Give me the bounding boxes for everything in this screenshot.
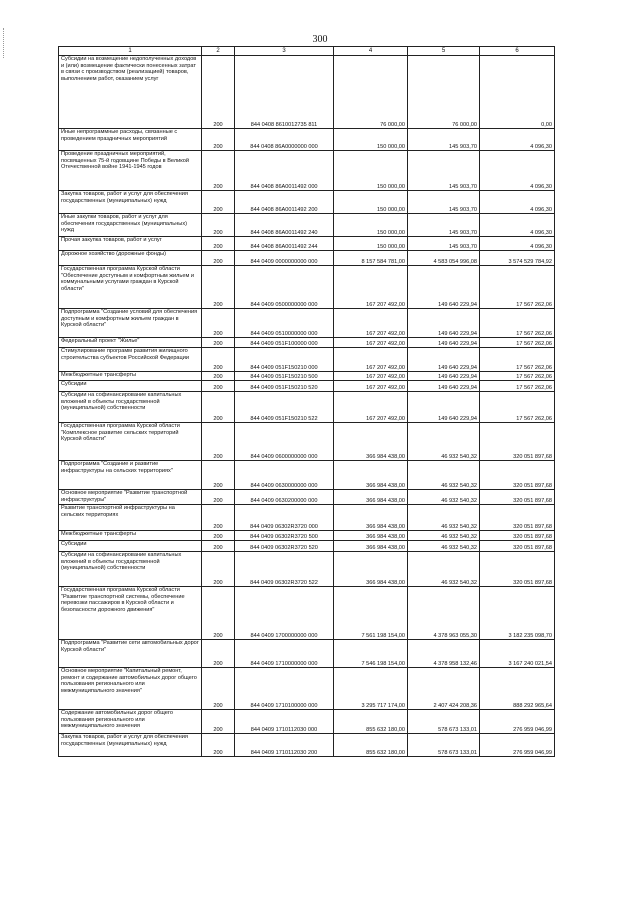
row-amount-remaining: 4 096,30	[480, 129, 555, 151]
row-admin-code: 200	[202, 237, 235, 251]
table-row	[59, 552, 555, 587]
row-name: Межбюджетные трансферты	[59, 531, 202, 541]
row-name: Субсидии	[59, 381, 202, 392]
table-row	[59, 309, 555, 338]
row-amount-approved: 366 984 438,00	[334, 490, 408, 505]
row-amount-remaining: 17 567 262,06	[480, 372, 555, 381]
row-amount-executed: 46 932 540,32	[408, 541, 480, 552]
row-name: Стимулирование программ развития жилищного строительства субъектов Российской Федерации	[59, 348, 202, 372]
row-amount-remaining: 320 051 897,68	[480, 461, 555, 490]
row-amount-approved: 366 984 438,00	[334, 531, 408, 541]
table-row	[59, 392, 555, 423]
row-budget-code: 844 0409 0000000000 000	[235, 251, 334, 266]
row-amount-executed: 2 407 424 208,36	[408, 668, 480, 710]
table-row	[59, 587, 555, 640]
table-row	[59, 191, 555, 214]
table-row	[59, 531, 555, 541]
column-header: 2	[202, 47, 235, 56]
row-admin-code: 200	[202, 191, 235, 214]
row-amount-remaining: 320 051 897,68	[480, 423, 555, 461]
row-amount-approved: 366 984 438,00	[334, 423, 408, 461]
table-row	[59, 541, 555, 552]
table-row	[59, 640, 555, 668]
row-name: Субсидии на софинансирование капитальных вложений в объекты государственной (муниципальной) собственности	[59, 552, 202, 587]
row-name: Субсидии на софинансирование капитальных вложений в объекты государственной (муниципальной) собственности	[59, 392, 202, 423]
row-budget-code: 844 0409 0600000000 000	[235, 423, 334, 461]
row-amount-executed: 46 932 540,32	[408, 490, 480, 505]
row-amount-approved: 366 984 438,00	[334, 461, 408, 490]
row-name: Государственная программа Курской области "Развитие транспортной системы, обеспечение перевозки пассажиров в Курской области и безопасности дорожного движения"	[59, 587, 202, 640]
row-amount-approved: 167 207 492,00	[334, 392, 408, 423]
row-admin-code: 200	[202, 251, 235, 266]
row-name: Основное мероприятие "Развитие транспортной инфраструктуры"	[59, 490, 202, 505]
table-row	[59, 505, 555, 531]
row-amount-executed: 149 640 229,94	[408, 309, 480, 338]
row-name: Подпрограмма "Создание и развитие инфраструктуры на сельских территориях"	[59, 461, 202, 490]
row-amount-remaining: 17 567 262,06	[480, 381, 555, 392]
table-row	[59, 348, 555, 372]
row-name: Развитие транспортной инфраструктуры на сельских территориях	[59, 505, 202, 531]
row-name: Субсидии	[59, 541, 202, 552]
row-budget-code: 844 0409 051F150210 522	[235, 392, 334, 423]
row-amount-executed: 76 000,00	[408, 56, 480, 129]
row-amount-approved: 3 295 717 174,00	[334, 668, 408, 710]
row-name: Закупка товаров, работ и услуг для обеспечения государственных (муниципальных) нужд	[59, 191, 202, 214]
row-name: Подпрограмма "Развитие сети автомобильных дорог Курской области"	[59, 640, 202, 668]
row-amount-executed: 46 932 540,32	[408, 505, 480, 531]
row-budget-code: 844 0409 1710112030 200	[235, 734, 334, 757]
row-budget-code: 844 0409 051F100000 000	[235, 338, 334, 348]
row-admin-code: 200	[202, 710, 235, 734]
table-row	[59, 381, 555, 392]
row-budget-code: 844 0408 86A0011492 240	[235, 214, 334, 237]
row-name: Закупка товаров, работ и услуг для обеспечения государственных (муниципальных) нужд	[59, 734, 202, 757]
row-amount-remaining: 4 096,30	[480, 151, 555, 191]
row-amount-executed: 145 903,70	[408, 214, 480, 237]
row-name: Подпрограмма "Создание условий для обеспечения доступным и комфортным жильем граждан в Курской области"	[59, 309, 202, 338]
row-admin-code: 200	[202, 372, 235, 381]
row-amount-executed: 46 932 540,32	[408, 423, 480, 461]
table-row	[59, 668, 555, 710]
row-amount-executed: 145 903,70	[408, 191, 480, 214]
row-budget-code: 844 0408 8610012735 811	[235, 56, 334, 129]
row-admin-code: 200	[202, 423, 235, 461]
row-admin-code: 200	[202, 392, 235, 423]
row-amount-approved: 150 000,00	[334, 191, 408, 214]
row-amount-remaining: 320 051 897,68	[480, 490, 555, 505]
row-amount-approved: 366 984 438,00	[334, 552, 408, 587]
row-admin-code: 200	[202, 734, 235, 757]
table-row	[59, 734, 555, 757]
row-name: Основное мероприятие "Капитальный ремонт, ремонт и содержание автомобильных дорог общего пользования регионального или межмуниципального значения"	[59, 668, 202, 710]
row-amount-remaining: 17 567 262,06	[480, 338, 555, 348]
row-budget-code: 844 0409 06302R3720 520	[235, 541, 334, 552]
row-admin-code: 200	[202, 490, 235, 505]
table-row	[59, 266, 555, 309]
row-budget-code: 844 0409 051F150210 520	[235, 381, 334, 392]
row-admin-code: 200	[202, 338, 235, 348]
row-budget-code: 844 0409 0510000000 000	[235, 309, 334, 338]
row-amount-approved: 366 984 438,00	[334, 541, 408, 552]
row-admin-code: 200	[202, 309, 235, 338]
row-amount-remaining: 276 959 046,99	[480, 734, 555, 757]
row-amount-executed: 149 640 229,94	[408, 372, 480, 381]
budget-table	[58, 46, 555, 757]
row-admin-code: 200	[202, 151, 235, 191]
row-amount-remaining: 17 567 262,06	[480, 309, 555, 338]
row-amount-approved: 8 157 584 781,00	[334, 251, 408, 266]
column-header: 6	[480, 47, 555, 56]
row-amount-approved: 167 207 492,00	[334, 338, 408, 348]
row-amount-approved: 366 984 438,00	[334, 505, 408, 531]
row-name: Иные закупки товаров, работ и услуг для обеспечения государственных (муниципальных) нужд	[59, 214, 202, 237]
row-amount-approved: 150 000,00	[334, 237, 408, 251]
row-amount-remaining: 3 574 529 784,92	[480, 251, 555, 266]
table-row	[59, 251, 555, 266]
row-name: Иные непрограммные расходы, связанные с проведением праздничных мероприятий	[59, 129, 202, 151]
row-budget-code: 844 0409 1710000000 000	[235, 640, 334, 668]
row-budget-code: 844 0409 1700000000 000	[235, 587, 334, 640]
table-row	[59, 56, 555, 129]
row-amount-executed: 145 903,70	[408, 129, 480, 151]
row-amount-remaining: 17 567 262,06	[480, 392, 555, 423]
row-amount-remaining: 17 567 262,06	[480, 348, 555, 372]
row-budget-code: 844 0409 1710100000 000	[235, 668, 334, 710]
row-admin-code: 200	[202, 541, 235, 552]
row-amount-approved: 167 207 492,00	[334, 372, 408, 381]
row-admin-code: 200	[202, 552, 235, 587]
row-amount-approved: 150 000,00	[334, 151, 408, 191]
table-row	[59, 372, 555, 381]
row-admin-code: 200	[202, 381, 235, 392]
row-name: Федеральный проект "Жилье"	[59, 338, 202, 348]
row-name: Субсидии на возмещение недополученных доходов и (или) возмещение фактически понесенных затрат в связи с производством (реализацией) товаров, выполнением работ, оказанием услуг	[59, 56, 202, 129]
row-budget-code: 844 0408 86A0011492 244	[235, 237, 334, 251]
row-amount-remaining: 320 051 897,68	[480, 531, 555, 541]
row-amount-remaining: 320 051 897,68	[480, 541, 555, 552]
row-amount-executed: 578 673 133,01	[408, 710, 480, 734]
row-amount-executed: 149 640 229,94	[408, 266, 480, 309]
row-amount-executed: 4 378 963 055,30	[408, 587, 480, 640]
table-row	[59, 214, 555, 237]
table-row	[59, 129, 555, 151]
row-amount-executed: 46 932 540,32	[408, 531, 480, 541]
row-amount-executed: 149 640 229,94	[408, 338, 480, 348]
row-amount-executed: 149 640 229,94	[408, 381, 480, 392]
row-admin-code: 200	[202, 640, 235, 668]
row-admin-code: 200	[202, 461, 235, 490]
row-name: Прочая закупка товаров, работ и услуг	[59, 237, 202, 251]
row-amount-approved: 855 632 180,00	[334, 710, 408, 734]
row-admin-code: 200	[202, 505, 235, 531]
row-budget-code: 844 0408 86A0011492 200	[235, 191, 334, 214]
table-row	[59, 423, 555, 461]
column-header: 1	[59, 47, 202, 56]
table-row	[59, 151, 555, 191]
row-amount-approved: 150 000,00	[334, 214, 408, 237]
row-amount-executed: 4 583 054 996,08	[408, 251, 480, 266]
row-amount-approved: 76 000,00	[334, 56, 408, 129]
row-amount-remaining: 3 167 240 021,54	[480, 640, 555, 668]
row-amount-executed: 4 378 958 132,46	[408, 640, 480, 668]
row-budget-code: 844 0409 0630000000 000	[235, 461, 334, 490]
row-name: Государственная программа Курской области "Обеспечение доступным и комфортным жильем и коммунальными услугами граждан в Курской области"	[59, 266, 202, 309]
table-row	[59, 338, 555, 348]
table-row	[59, 237, 555, 251]
row-amount-remaining: 0,00	[480, 56, 555, 129]
page-number: 300	[312, 34, 328, 45]
row-amount-approved: 7 561 198 154,00	[334, 587, 408, 640]
row-amount-remaining: 3 182 235 098,70	[480, 587, 555, 640]
row-amount-executed: 149 640 229,94	[408, 348, 480, 372]
row-amount-approved: 167 207 492,00	[334, 381, 408, 392]
row-admin-code: 200	[202, 668, 235, 710]
row-name: Содержание автомобильных дорог общего пользования регионального или межмуниципального значения	[59, 710, 202, 734]
row-admin-code: 200	[202, 129, 235, 151]
row-amount-remaining: 888 292 965,64	[480, 668, 555, 710]
row-admin-code: 200	[202, 56, 235, 129]
row-budget-code: 844 0408 86A0011492 000	[235, 151, 334, 191]
table-row	[59, 710, 555, 734]
column-header: 5	[408, 47, 480, 56]
row-name: Межбюджетные трансферты	[59, 372, 202, 381]
row-amount-executed: 149 640 229,94	[408, 392, 480, 423]
row-budget-code: 844 0409 06302R3720 522	[235, 552, 334, 587]
row-amount-remaining: 4 096,30	[480, 237, 555, 251]
row-budget-code: 844 0409 0630200000 000	[235, 490, 334, 505]
row-budget-code: 844 0408 86A0000000 000	[235, 129, 334, 151]
row-amount-executed: 145 903,70	[408, 237, 480, 251]
row-amount-approved: 167 207 492,00	[334, 309, 408, 338]
row-amount-remaining: 4 096,30	[480, 191, 555, 214]
row-amount-remaining: 17 567 262,06	[480, 266, 555, 309]
row-amount-approved: 7 546 198 154,00	[334, 640, 408, 668]
row-amount-remaining: 320 051 897,68	[480, 505, 555, 531]
row-admin-code: 200	[202, 531, 235, 541]
row-amount-approved: 167 207 492,00	[334, 266, 408, 309]
row-admin-code: 200	[202, 214, 235, 237]
row-amount-remaining: 320 051 897,68	[480, 552, 555, 587]
row-name: Проведение праздничных мероприятий, посвященных 75-й годовщине Победы в Великой Отечественной войне 1941-1945 годов	[59, 151, 202, 191]
row-budget-code: 844 0409 1710112030 000	[235, 710, 334, 734]
row-amount-executed: 145 903,70	[408, 151, 480, 191]
table-header-row	[59, 47, 555, 56]
row-amount-approved: 855 632 180,00	[334, 734, 408, 757]
row-amount-approved: 150 000,00	[334, 129, 408, 151]
row-admin-code: 200	[202, 266, 235, 309]
row-budget-code: 844 0409 051F150210 500	[235, 372, 334, 381]
row-budget-code: 844 0409 06302R3720 000	[235, 505, 334, 531]
column-header: 4	[334, 47, 408, 56]
row-admin-code: 200	[202, 587, 235, 640]
row-amount-remaining: 276 959 046,99	[480, 710, 555, 734]
row-name: Дорожное хозяйство (дорожные фонды)	[59, 251, 202, 266]
table-row	[59, 461, 555, 490]
row-amount-executed: 578 673 133,01	[408, 734, 480, 757]
row-budget-code: 844 0409 051F150210 000	[235, 348, 334, 372]
row-amount-executed: 46 932 540,32	[408, 552, 480, 587]
row-admin-code: 200	[202, 348, 235, 372]
column-header: 3	[235, 47, 334, 56]
row-amount-approved: 167 207 492,00	[334, 348, 408, 372]
row-budget-code: 844 0409 0500000000 000	[235, 266, 334, 309]
row-budget-code: 844 0409 06302R3720 500	[235, 531, 334, 541]
row-amount-executed: 46 932 540,32	[408, 461, 480, 490]
row-name: Государственная программа Курской области "Комплексное развитие сельских территорий Курской области"	[59, 423, 202, 461]
row-amount-remaining: 4 096,30	[480, 214, 555, 237]
table-row	[59, 490, 555, 505]
